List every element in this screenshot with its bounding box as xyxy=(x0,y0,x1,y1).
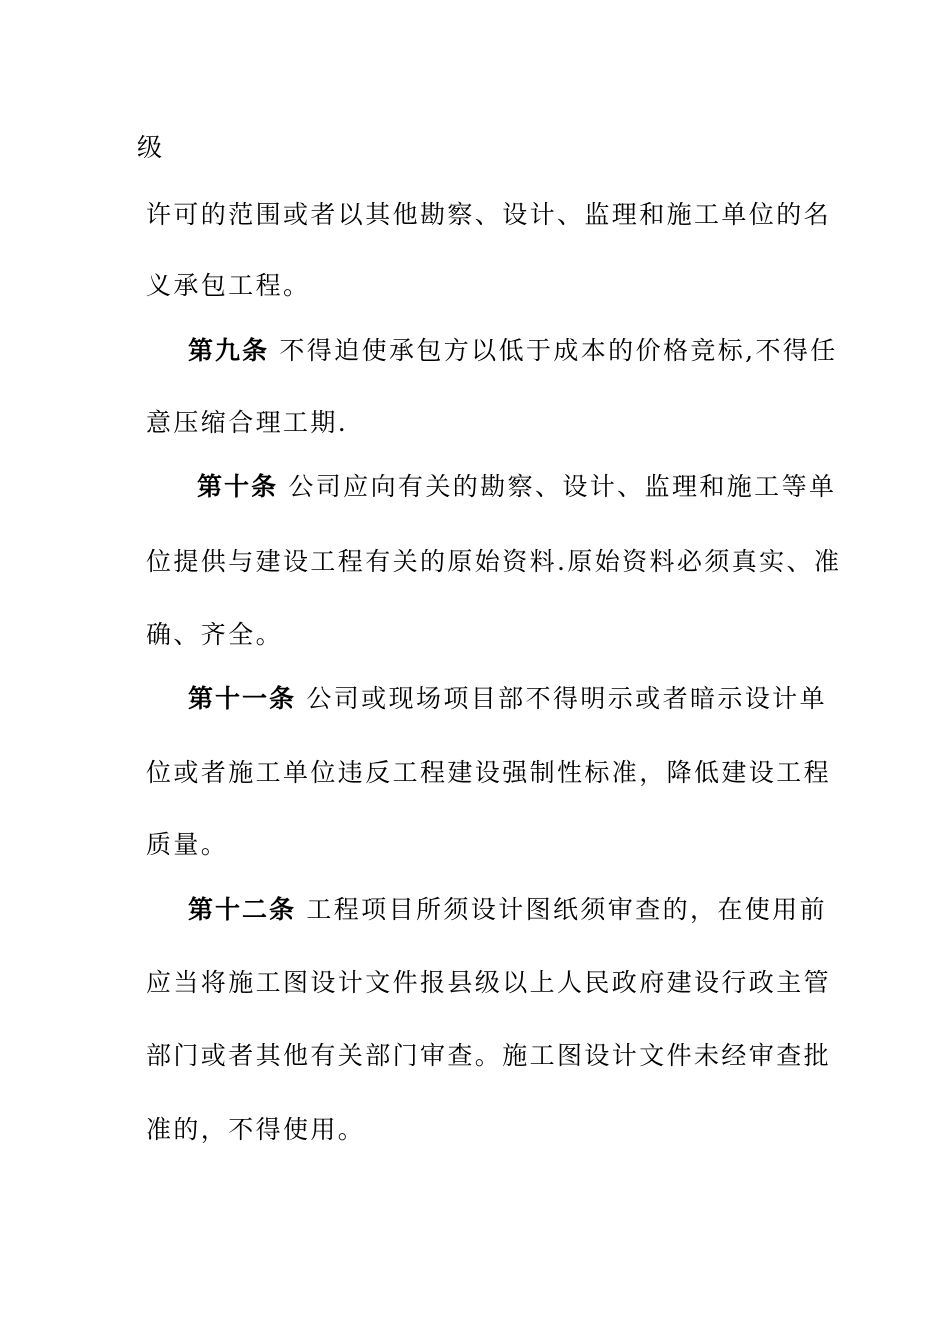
article-11-heading-line xyxy=(188,684,827,714)
line-text: 位或者施工单位违反工程建设强制性标准，降低建设工程 xyxy=(146,758,832,787)
line-text: 许可的范围或者以其他勘察、设计、监理和施工单位的名 xyxy=(146,200,832,229)
line-text: 级 xyxy=(137,133,165,162)
line-text: 公司或现场项目部不得明示或者暗示设计单 xyxy=(296,684,827,713)
text-line xyxy=(146,830,228,860)
article-9-heading-line xyxy=(188,336,838,366)
line-text: 位提供与建设工程有关的原始资料.原始资料必须真实、准 xyxy=(146,547,842,576)
line-text: 应当将施工图设计文件报县级以上人民政府建设行政主管 xyxy=(146,968,832,997)
text-line xyxy=(146,620,283,650)
line-text: 意压缩合理工期. xyxy=(146,408,349,437)
line-text: 义承包工程。 xyxy=(146,271,311,300)
text-line xyxy=(146,408,348,438)
text-line xyxy=(137,133,164,163)
text-line xyxy=(146,547,841,577)
article-number: 第十一条 xyxy=(188,684,297,713)
text-line xyxy=(146,758,831,788)
article-number: 第九条 xyxy=(188,336,270,365)
line-text: 部门或者其他有关部门审查。施工图设计文件未经审查批 xyxy=(146,1041,832,1070)
line-text: 不得迫使承包方以低于成本的价格竞标,不得任 xyxy=(269,336,838,365)
article-10-heading-line xyxy=(197,472,836,502)
text-line xyxy=(146,200,831,230)
line-text: 确、齐全。 xyxy=(146,620,284,649)
article-number: 第十二条 xyxy=(188,895,297,924)
text-line xyxy=(146,1115,365,1145)
line-text: 公司应向有关的勘察、设计、监理和施工等单 xyxy=(278,472,837,501)
line-text: 准的，不得使用。 xyxy=(146,1115,366,1144)
text-line xyxy=(146,968,831,998)
line-text: 工程项目所须设计图纸须审查的，在使用前 xyxy=(296,895,827,924)
text-line xyxy=(146,271,310,301)
article-number: 第十条 xyxy=(197,472,279,501)
article-12-heading-line xyxy=(188,895,827,925)
line-text: 质量。 xyxy=(146,830,229,859)
text-line xyxy=(146,1041,831,1071)
